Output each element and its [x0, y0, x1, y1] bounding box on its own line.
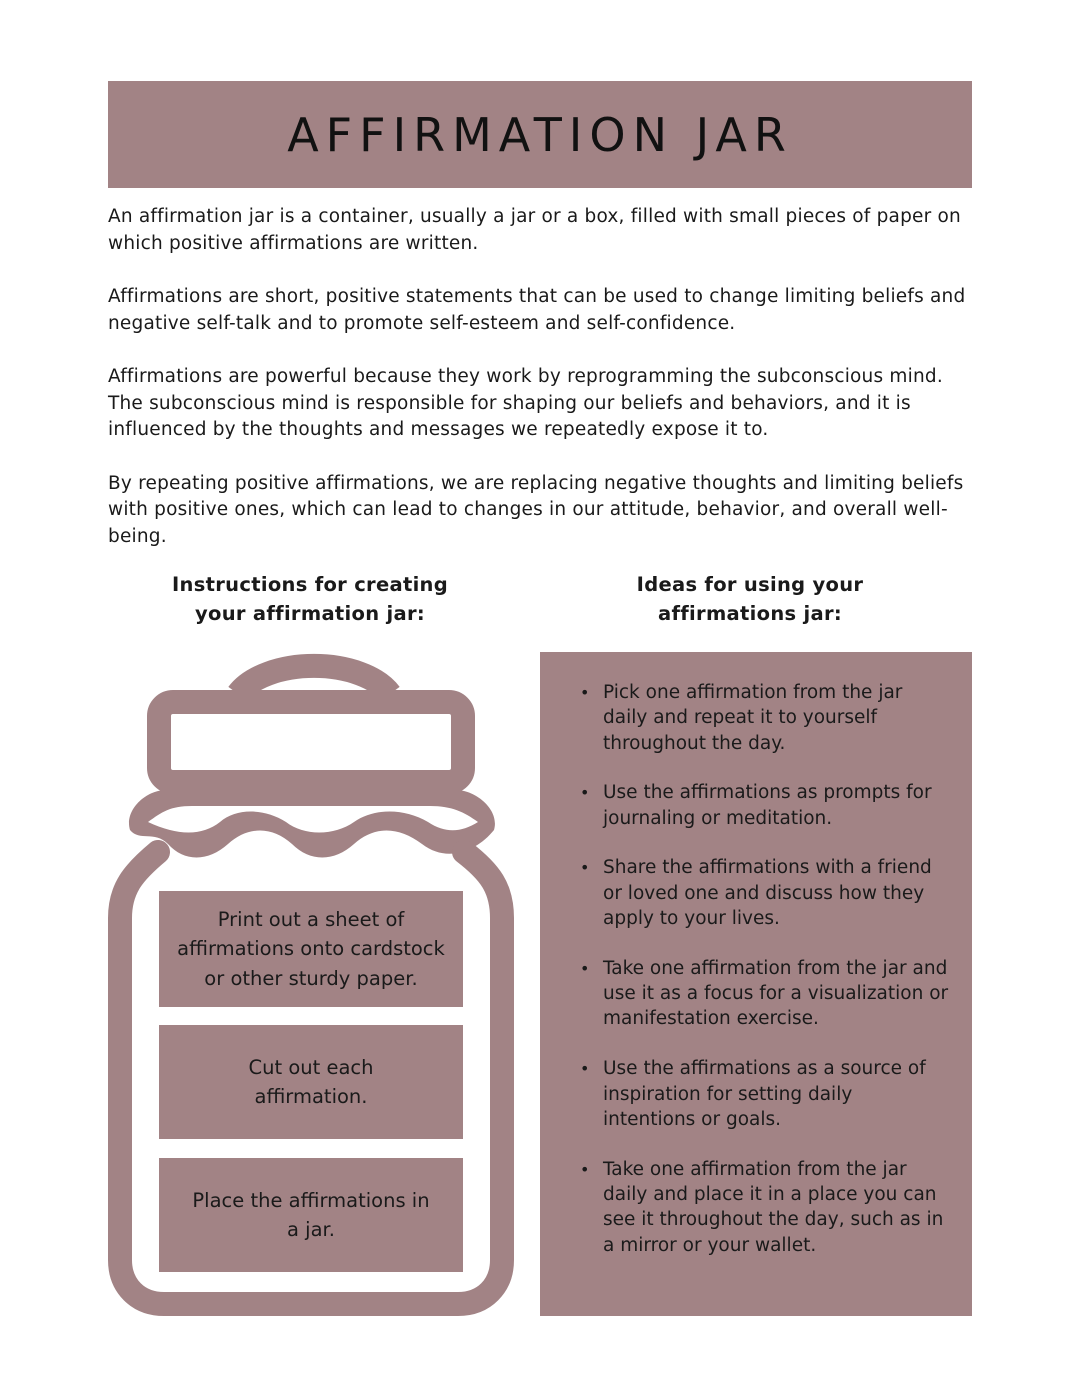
instruction-step-text: Cut out each affirmation. — [248, 1055, 374, 1108]
list-item — [580, 1157, 950, 1258]
bullet-icon: • — [580, 783, 590, 803]
intro-section — [108, 204, 978, 577]
list-item — [580, 855, 950, 931]
instructions-heading-line: your affirmation jar: — [195, 602, 425, 625]
idea-text: Take one affirmation from the jar and use it as a focus for a visualization or manifestation exercise. — [603, 957, 949, 1030]
ideas-heading-line: Ideas for using your — [636, 573, 864, 596]
ideas-list — [580, 680, 950, 1258]
ideas-heading — [550, 570, 950, 628]
bullet-icon: • — [580, 858, 590, 878]
intro-paragraph: An affirmation jar is a container, usually a jar or a box, filled with small pieces of paper on which positive affirmations are written. — [108, 206, 961, 254]
page-title: AFFIRMATION JAR — [287, 107, 793, 162]
instructions-heading — [110, 570, 510, 628]
instructions-heading-line: Instructions for creating — [172, 573, 448, 596]
ideas-panel — [540, 652, 972, 1316]
jar-lid-handle — [238, 666, 390, 694]
bullet-icon: • — [580, 1159, 590, 1179]
intro-paragraph: Affirmations are short, positive statements that can be used to change limiting beliefs and negative self-talk and to promote self-esteem and self-confidence. — [108, 286, 966, 334]
instruction-step-text: Print out a sheet of affirmations onto cardstock or other sturdy paper. — [177, 907, 445, 990]
intro-paragraph: By repeating positive affirmations, we are replacing negative thoughts and limiting beliefs with positive ones, which can lead to changes in our attitude, behavior, and overall well-being. — [108, 472, 964, 547]
bullet-icon: • — [580, 1059, 590, 1079]
bullet-icon: • — [580, 683, 590, 702]
instruction-step-3 — [159, 1158, 463, 1272]
idea-text: Share the affirmations with a friend or loved one and discuss how they apply to your lives. — [603, 857, 932, 930]
jar-lid — [159, 702, 463, 782]
list-item — [580, 956, 950, 1032]
idea-text: Use the affirmations as a source of inspiration for setting daily intentions or goals. — [603, 1058, 926, 1130]
list-item — [580, 780, 950, 831]
instruction-step-text: Place the affirmations in a jar. — [192, 1188, 430, 1241]
instruction-step-2 — [159, 1025, 463, 1139]
bullet-icon: • — [580, 958, 590, 978]
idea-text: Use the affirmations as prompts for journaling or meditation. — [603, 782, 932, 829]
idea-text: Take one affirmation from the jar daily and place it in a place you can see it throughout the day, such as in a mirror or your wallet. — [603, 1158, 944, 1256]
ideas-heading-line: affirmations jar: — [658, 602, 842, 625]
list-item — [580, 680, 950, 756]
title-banner — [108, 81, 972, 188]
list-item — [580, 1056, 950, 1132]
idea-text: Pick one affirmation from the jar daily and repeat it to yourself throughout the day. — [603, 682, 903, 754]
instruction-step-1 — [159, 891, 463, 1007]
intro-paragraph: Affirmations are powerful because they work by reprogramming the subconscious mind. The subconscious mind is responsible for shaping our beliefs and behaviors, and it is influenced by the thoughts and messages we repeatedly expose it to. — [108, 366, 943, 440]
jar-illustration — [108, 650, 518, 1320]
